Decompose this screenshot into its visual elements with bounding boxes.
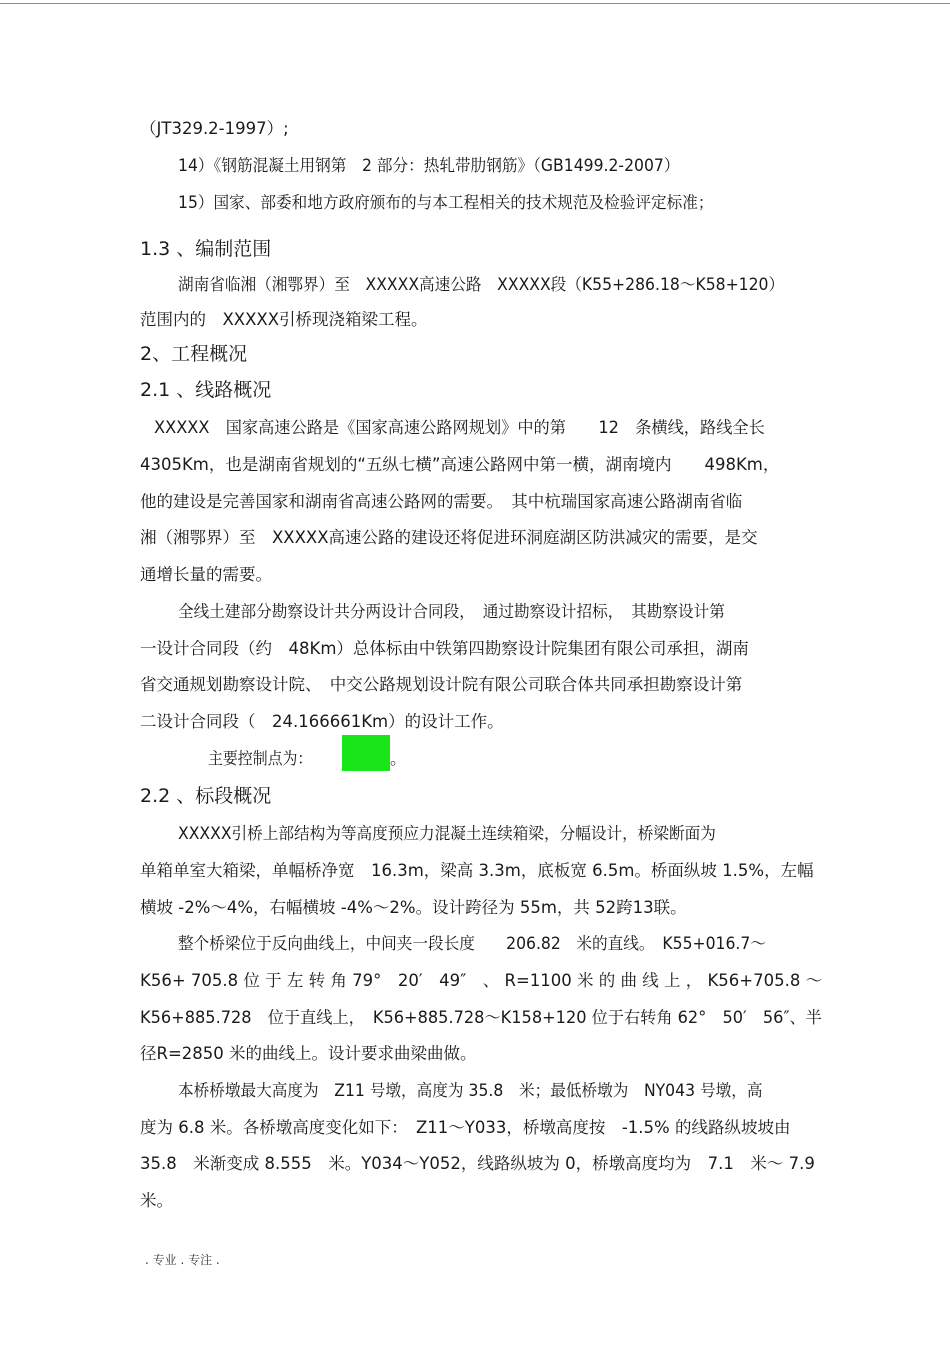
text-line: 4305Km，也是湖南省规划的“五纵七横”高速公路网中第一横，湖南境内 498Km， bbox=[140, 455, 780, 474]
highlight-box bbox=[342, 735, 390, 771]
text-line: 本桥桥墩最大高度为 Z11 号墩，高度为 35.8 米；最低桥墩为 NY043 号墩，高 bbox=[178, 1081, 763, 1100]
text-line: 横坡 -2%～4%，右幅横坡 -4%～2%。设计跨径为 55m，共 52跨13联。 bbox=[140, 898, 687, 917]
text-line: 14）《钢筋混凝土用钢第 2 部分：热轧带肋钢筋》（GB1499.2-2007） bbox=[178, 156, 680, 175]
section-heading: 2.1 、线路概况 bbox=[140, 379, 272, 401]
text-line: K56+885.728 位于直线上， K56+885.728～K158+120 位于右转角 62° 50′ 56″、半 bbox=[140, 1008, 822, 1027]
text-line: 米。 bbox=[140, 1191, 173, 1210]
text-line: 度为 6.8 米。各桥墩高度变化如下： Z11～Y033，桥墩高度按 -1.5% 的线路纵坡坡由 bbox=[140, 1118, 791, 1137]
text-line: 省交通规划勘察设计院、 中交公路规划设计院有限公司联合体共同承担勘察设计第 bbox=[140, 675, 743, 694]
text-line: XXXXX 国家高速公路是《国家高速公路网规划》中的第 12 条横线，路线全长 bbox=[154, 418, 765, 437]
text-line: 径R=2850 米的曲线上。设计要求曲梁曲做。 bbox=[140, 1044, 477, 1063]
text-line: （JT329.2-1997）; bbox=[140, 119, 289, 138]
text-line: XXXXX引桥上部结构为等高度预应力混凝土连续箱梁，分幅设计，桥梁断面为 bbox=[178, 824, 716, 843]
text-line: 范围内的 XXXXX引桥现浇箱梁工程。 bbox=[140, 310, 428, 329]
text-line: 湖南省临湘（湘鄂界）至 XXXXX高速公路 XXXXX段（K55+286.18～K58+120） bbox=[178, 275, 785, 294]
text-line: 他的建设是完善国家和湖南省高速公路网的需要。 其中杭瑞国家高速公路湖南省临 bbox=[140, 492, 743, 511]
section-heading: 1.3 、编制范围 bbox=[140, 238, 272, 260]
text-line: 35.8 米渐变成 8.555 米。Y034～Y052，线路纵坡为 0，桥墩高度均为 7.1 米～ 7.9 bbox=[140, 1154, 815, 1173]
section-heading: 2.2 、标段概况 bbox=[140, 785, 272, 807]
text-line: 单箱单室大箱梁，单幅桥净宽 16.3m，梁高 3.3m，底板宽 6.5m。桥面纵坡 1.5%，左幅 bbox=[140, 861, 814, 880]
top-rule bbox=[0, 3, 950, 4]
section-heading: 2、工程概况 bbox=[140, 343, 248, 365]
text-line: 整个桥梁位于反向曲线上，中间夹一段长度 206.82 米的直线。 K55+016.7～ bbox=[178, 934, 766, 953]
text-line: 全线土建部分勘察设计共分两设计合同段， 通过勘察设计招标， 其勘察设计第 bbox=[178, 602, 725, 621]
text-line: 15）国家、部委和地方政府颁布的与本工程相关的技术规范及检验评定标准； bbox=[178, 193, 714, 212]
text-line: 二设计合同段（ 24.166661Km）的设计工作。 bbox=[140, 712, 504, 731]
text-line: 湘（湘鄂界）至 XXXXX高速公路的建设还将促进环洞庭湖区防洪减灾的需要，是交 bbox=[140, 528, 758, 547]
text-line: 一设计合同段（约 48Km）总体标由中铁第四勘察设计院集团有限公司承担，湖南 bbox=[140, 639, 749, 658]
text-line: 通增长量的需要。 bbox=[140, 565, 272, 584]
page-footer: . 专业 . 专注 . bbox=[145, 1253, 220, 1267]
text-line: 主要控制点为： bbox=[208, 749, 313, 768]
text-line: K56+ 705.8 位 于 左 转 角 79° 20′ 49″ 、 R=1100 米 的 曲 线 上 ， K56+705.8 ～ bbox=[140, 971, 823, 990]
text-line: 。 bbox=[390, 749, 407, 768]
